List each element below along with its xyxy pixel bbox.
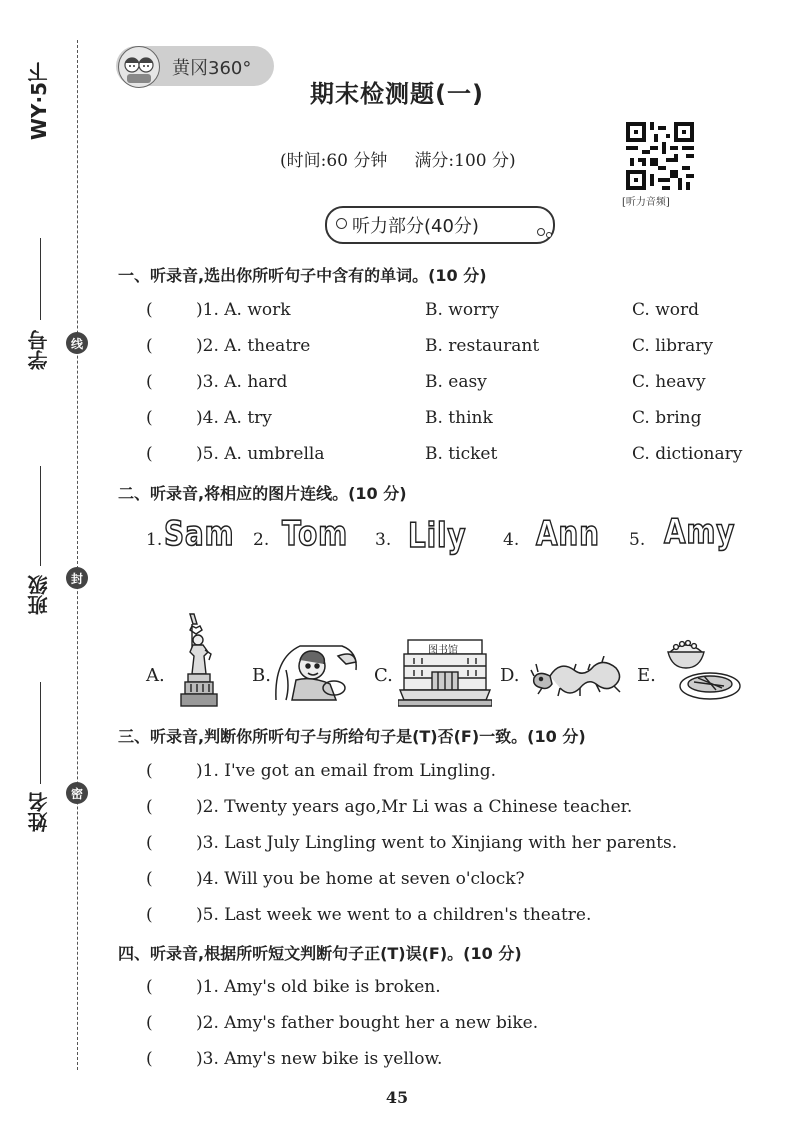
answer-paren[interactable]: ( (146, 797, 153, 817)
name-number: 5. (629, 530, 646, 550)
answer-paren[interactable]: ( (146, 372, 153, 392)
seal-seal-mark: 封 (66, 567, 88, 589)
option-c: C. heavy (632, 372, 706, 392)
option-b: B. ticket (425, 444, 498, 464)
banner-dot-right-small (546, 232, 552, 238)
banner-dot-left (336, 218, 347, 229)
statement-text: )3. Last July Lingling went to Xinjiang with her parents. (196, 833, 678, 853)
page-number: 45 (385, 1088, 409, 1107)
exam-info (280, 146, 516, 171)
name-sam[interactable]: Sam (164, 514, 235, 554)
statement-text: )1. Amy's old bike is broken. (196, 977, 441, 997)
option-c: C. word (632, 300, 700, 320)
food-bowl-plate-icon[interactable] (664, 636, 742, 702)
seal-secret-mark: 密 (66, 782, 88, 804)
part2-heading: 二、听录音,将相应的图片连线。(10 分) (118, 484, 407, 503)
student-id-blank[interactable] (40, 238, 41, 320)
name-number: 1. (146, 530, 163, 550)
name-lily[interactable]: Lily (408, 516, 467, 556)
part4-heading: 四、听录音,根据所听短文判断句子正(T)误(F)。(10 分) (118, 944, 522, 963)
name-number: 3. (375, 530, 392, 550)
class-label: 班级 (27, 575, 51, 615)
name-number: 4. (503, 530, 520, 550)
exam-time: (时间:60 分钟 (280, 151, 388, 171)
name-ann[interactable]: Ann (536, 514, 600, 554)
qr-code-icon[interactable] (626, 122, 694, 190)
answer-paren[interactable]: ( (146, 300, 153, 320)
option-a: )4. A. try (196, 408, 272, 428)
bookstore-sign: 图书馆 (428, 645, 458, 656)
option-a: )1. A. work (196, 300, 291, 320)
statement-text: )2. Amy's father bought her a new bike. (196, 1013, 539, 1033)
name-amy[interactable]: Amy (664, 512, 736, 552)
qr-caption: [听力音频] (622, 197, 670, 208)
picture-label-c: C. (374, 665, 393, 686)
statement-text: )3. Amy's new bike is yellow. (196, 1049, 443, 1069)
exam-score: 满分:100 分) (414, 151, 516, 171)
seal-line-mark: 线 (66, 332, 88, 354)
option-a: )2. A. theatre (196, 336, 311, 356)
option-b: B. restaurant (425, 336, 540, 356)
answer-paren[interactable]: ( (146, 905, 153, 925)
statement-text: )1. I've got an email from Lingling. (196, 761, 496, 781)
brand-text: 黄冈360° (172, 58, 252, 79)
banner-dot-right (537, 228, 545, 236)
student-id-label: 学号 (27, 330, 51, 370)
part3-heading: 三、听录音,判断你所听句子与所给句子是(T)否(F)一致。(10 分) (118, 727, 586, 746)
option-c: C. bring (632, 408, 702, 428)
statue-of-liberty-icon[interactable] (176, 612, 226, 708)
binding-dashed-line (77, 40, 78, 1070)
picture-label-a: A. (146, 665, 165, 686)
answer-paren[interactable]: ( (146, 869, 153, 889)
boy-driving-car-icon[interactable] (272, 640, 360, 706)
answer-paren[interactable]: ( (146, 444, 153, 464)
answer-paren[interactable]: ( (146, 1049, 153, 1069)
part1-heading: 一、听录音,选出你所听句子中含有的单词。(10 分) (118, 266, 487, 285)
class-blank[interactable] (40, 466, 41, 566)
option-b: B. worry (425, 300, 499, 320)
option-b: B. easy (425, 372, 487, 392)
chinese-dragon-icon[interactable] (530, 656, 626, 698)
name-number: 2. (253, 530, 270, 550)
answer-paren[interactable]: ( (146, 1013, 153, 1033)
answer-paren[interactable]: ( (146, 977, 153, 997)
option-a: )5. A. umbrella (196, 444, 325, 464)
series-label: WY·5下 (27, 62, 51, 141)
name-blank[interactable] (40, 682, 41, 784)
name-label: 姓名 (27, 792, 51, 832)
option-c: C. dictionary (632, 444, 743, 464)
answer-paren[interactable]: ( (146, 833, 153, 853)
answer-paren[interactable]: ( (146, 336, 153, 356)
statement-text: )2. Twenty years ago,Mr Li was a Chinese teacher. (196, 797, 633, 817)
picture-label-b: B. (252, 665, 271, 686)
picture-label-d: D. (500, 665, 520, 686)
statement-text: )5. Last week we went to a children's theatre. (196, 905, 592, 925)
bookstore-building-icon[interactable] (398, 636, 492, 708)
picture-label-e: E. (637, 665, 656, 686)
answer-paren[interactable]: ( (146, 761, 153, 781)
section-title: 听力部分(40分) (352, 216, 479, 237)
option-c: C. library (632, 336, 713, 356)
page-title: 期末检测题(一) (310, 80, 484, 108)
option-a: )3. A. hard (196, 372, 288, 392)
answer-paren[interactable]: ( (146, 408, 153, 428)
option-b: B. think (425, 408, 493, 428)
name-tom[interactable]: Tom (282, 514, 348, 554)
statement-text: )4. Will you be home at seven o'clock? (196, 869, 525, 889)
